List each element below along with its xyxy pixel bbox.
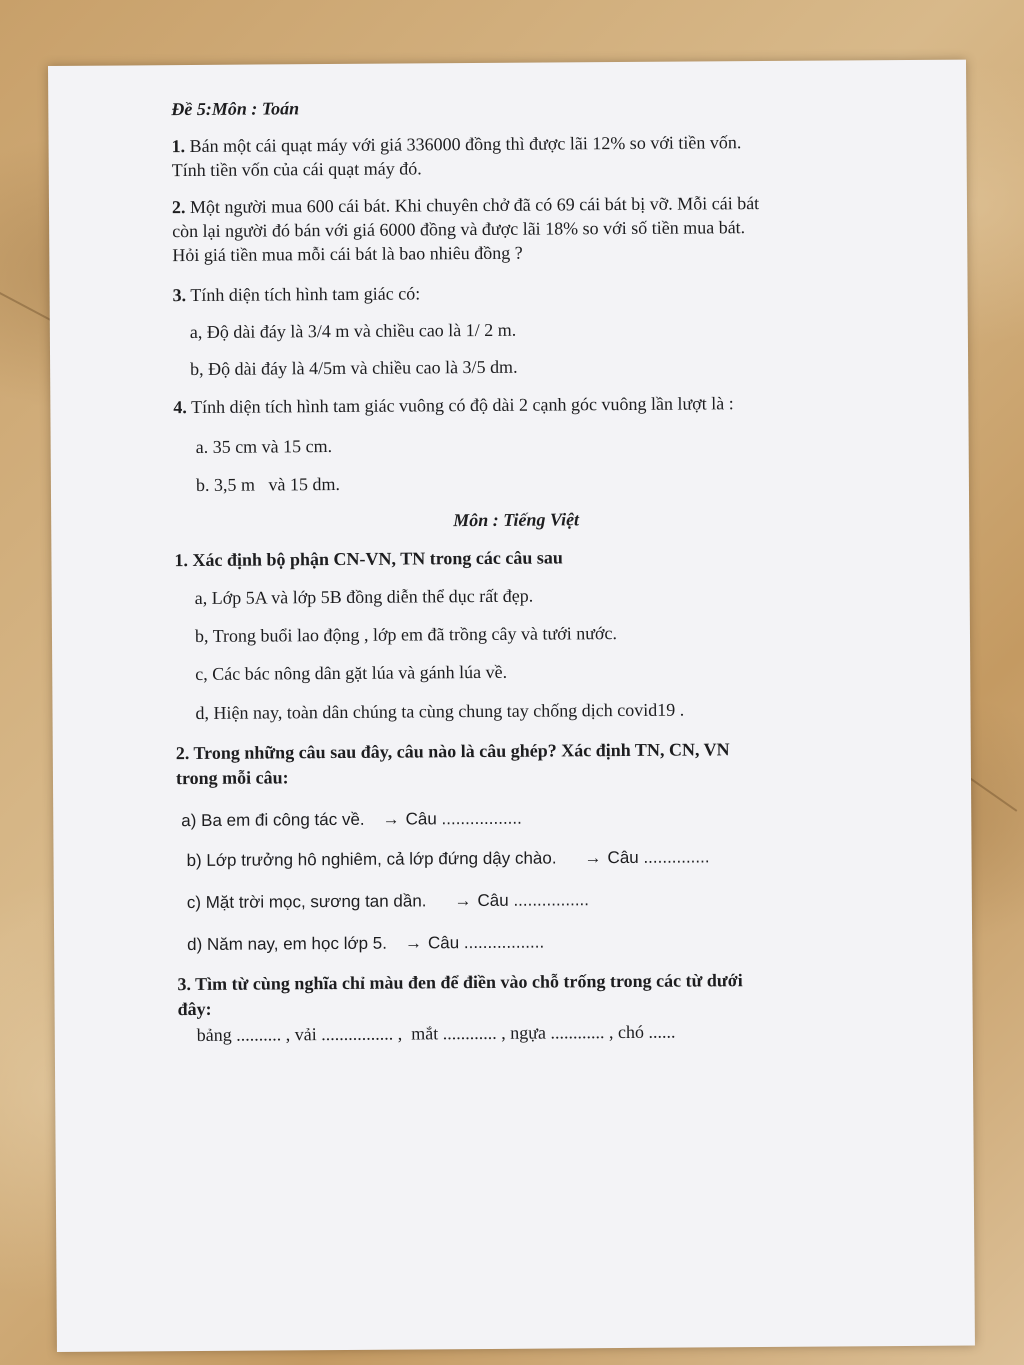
viet-question-1-d: d, Hiện nay, toàn dân chúng ta cùng chung tay chống dịch covid19 .	[195, 699, 685, 723]
viet-question-1-a: a, Lớp 5A và lớp 5B đồng diễn thể dục rất đẹp.	[194, 585, 534, 608]
math-question-3-a: a, Độ dài đáy là 3/4 m và chiều cao là 1/ 2 m.	[189, 319, 517, 343]
sentence-text: c) Mặt trời mọc, sương tan dần.	[186, 891, 427, 913]
viet-question-3-words: bảng .......... , vải ................ , mắt ............ , ngựa ............ , chó ......	[196, 1021, 676, 1045]
question-text: Tính diện tích hình tam giác có:	[190, 283, 421, 306]
viet-question-1-c: c, Các bác nông dân gặt lúa và gánh lúa về.	[195, 661, 508, 684]
viet-question-1-b: b, Trong buổi lao động , lớp em đã trồng cây và tưới nước.	[194, 623, 618, 646]
question-text: Bán một cái quạt máy với giá 336000 đồng thì được lãi 12% so với tiền vốn.	[189, 132, 742, 157]
math-question-4-a: a. 35 cm và 15 cm.	[195, 436, 333, 457]
answer-blank: Câu ................	[477, 890, 590, 911]
math-question-2	[172, 192, 759, 218]
viet-question-2-cont: trong mỗi câu:	[175, 767, 289, 789]
arrow-icon: →	[454, 891, 472, 911]
floor-seam	[0, 292, 53, 322]
section-heading-vietnamese: Môn : Tiếng Việt	[453, 509, 580, 531]
math-question-2-cont: Hỏi giá tiền mua mỗi cái bát là bao nhiêu đồng ?	[172, 242, 523, 266]
exam-sheet	[48, 60, 975, 1352]
question-text: Một người mua 600 cái bát. Khi chuyên chở đã có 69 cái bát bị vỡ. Mỗi cái bát	[189, 193, 760, 218]
viet-question-2-a	[181, 808, 522, 832]
answer-blank: Câu ..............	[607, 847, 710, 868]
answer-blank: Câu .................	[427, 932, 545, 953]
question-number: 4.	[173, 397, 187, 418]
math-question-2-cont: còn lại người đó bán với giá 6000 đồng và được lãi 18% so với số tiền mua bát.	[172, 217, 746, 242]
viet-question-2: 2. Trong những câu sau đây, câu nào là câu ghép? Xác định TN, CN, VN	[175, 739, 730, 764]
question-number: 3.	[172, 285, 187, 306]
math-question-1	[171, 131, 741, 157]
sentence-text: b) Lớp trưởng hô nghiêm, cả lớp đứng dậy chào.	[186, 848, 557, 871]
math-question-4-b: b. 3,5 m và 15 dm.	[195, 473, 340, 495]
arrow-icon: →	[584, 848, 602, 868]
viet-question-2-b	[186, 846, 709, 872]
question-text: Tính diện tích hình tam giác vuông có độ dài 2 cạnh góc vuông lần lượt là :	[191, 393, 734, 418]
arrow-icon: →	[382, 809, 400, 829]
math-question-3-b: b, Độ dài đáy là 4/5m và chiều cao là 3/5 dm.	[190, 356, 518, 380]
exam-title: Đề 5:Môn : Toán	[171, 98, 300, 120]
sentence-text: a) Ba em đi công tác về.	[181, 809, 365, 831]
question-number: 1.	[171, 136, 186, 157]
viet-question-3: 3. Tìm từ cùng nghĩa chỉ màu đen để điền vào chỗ trống trong các từ dưới	[177, 970, 743, 995]
answer-blank: Câu .................	[405, 808, 522, 829]
math-question-4	[173, 392, 733, 418]
math-question-1-cont: Tính tiền vốn của cái quạt máy đó.	[171, 158, 422, 181]
arrow-icon: →	[404, 933, 423, 953]
viet-question-3-cont: đây:	[177, 998, 212, 1020]
viet-question-2-d	[187, 932, 544, 956]
viet-question-1: 1. Xác định bộ phận CN-VN, TN trong các câu sau	[174, 547, 563, 571]
sentence-text: d) Năm nay, em học lớp 5.	[187, 933, 388, 955]
math-question-3	[173, 282, 421, 306]
viet-question-2-c	[187, 889, 589, 914]
question-number: 2.	[171, 197, 186, 218]
